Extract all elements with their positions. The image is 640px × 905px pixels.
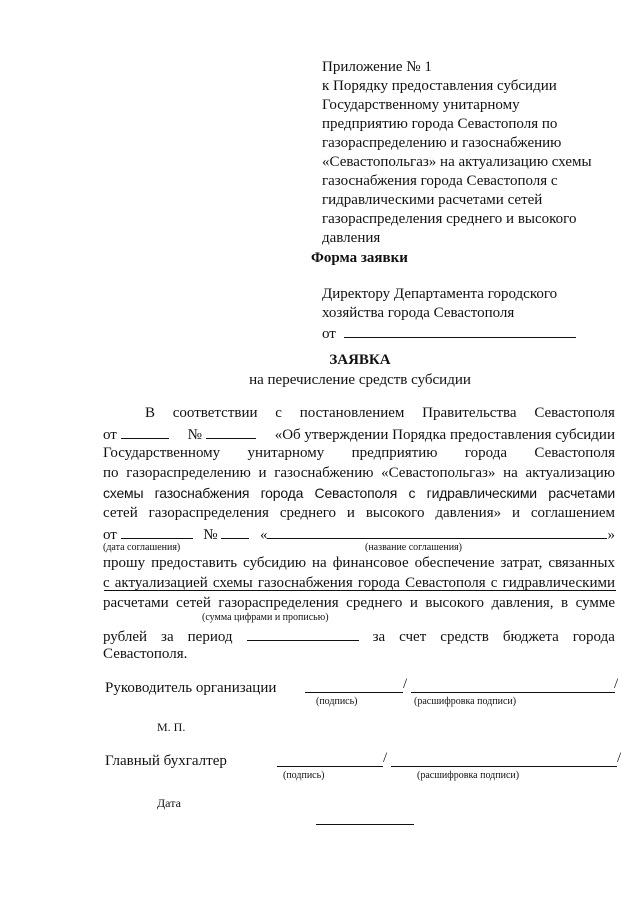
document-title: ЗАЯВКА [329, 352, 391, 368]
caption-agreement-name: (название соглашения) [365, 542, 462, 553]
body-word: рублей [103, 629, 148, 645]
body-word: средств [440, 629, 489, 645]
number-sign: № [203, 527, 218, 543]
document-subtitle: на перечисление средств субсидии [249, 372, 471, 388]
appendix-line: газоснабжения города Севастополя с [322, 173, 558, 189]
body-line-4: по газораспределению и газоснабжению «Севастопольгаз» на актуализацию [103, 465, 615, 481]
body-word: В [145, 405, 156, 421]
body-line-2 [103, 424, 615, 445]
appendix-line: Приложение № 1 [322, 59, 432, 75]
caption-sum: (сумма цифрами и прописью) [202, 612, 329, 623]
caption-signature: (подпись) [283, 770, 325, 781]
agreement-date-field[interactable] [121, 524, 193, 539]
body-word: счет [399, 629, 427, 645]
appendix-block [322, 58, 622, 248]
caption-decoding: (расшифровка подписи) [417, 770, 520, 781]
slash: / [403, 676, 408, 692]
appendix-line: газораспределения среднего и высокого [322, 211, 577, 227]
appendix-line: газораспределению и газоснабжению [322, 135, 562, 151]
from-label: от [103, 427, 117, 443]
head-decoding-field[interactable] [411, 692, 615, 693]
body-word: унитарному [247, 445, 325, 461]
addressee-from [322, 323, 622, 344]
body-word: постановлением [299, 405, 405, 421]
from-blank-field[interactable] [344, 323, 576, 338]
caption-agreement-date: (дата соглашения) [103, 542, 181, 553]
body-word: период [187, 629, 233, 645]
body-word: с [275, 405, 282, 421]
body-line-6: сетей газораспределения среднего и высокого давления» и соглашением [103, 505, 615, 521]
agreement-number-field[interactable] [221, 524, 249, 539]
body-line-10: расчетами сетей газораспределения среднего и высокого давления, в сумме [103, 595, 615, 611]
application-body [103, 404, 615, 664]
caption-decoding: (расшифровка подписи) [414, 696, 517, 707]
appendix-line: к Порядку предоставления субсидии [322, 78, 557, 94]
from-label: от [103, 527, 117, 543]
stamp-place: М. П. [157, 720, 186, 734]
accountant-label: Главный бухгалтер [105, 753, 227, 769]
date-label: Дата [157, 796, 181, 810]
number-sign: № [187, 427, 202, 443]
body-line-8: прошу предоставить субсидию на финансовое обеспечение затрат, связанных [103, 555, 615, 571]
addressee-line-2: хозяйства города Севастополя [322, 305, 515, 321]
period-field[interactable] [247, 626, 359, 641]
caption-signature: (подпись) [316, 696, 358, 707]
head-label: Руководитель организации [105, 680, 277, 696]
accountant-decoding-field[interactable] [391, 766, 617, 767]
sum-field[interactable] [104, 590, 616, 591]
decree-date-field[interactable] [121, 424, 169, 439]
addressee-line-1: Директору Департамента городского [322, 286, 558, 302]
body-word: города [572, 629, 615, 645]
slash: / [614, 676, 619, 692]
addressee-block [322, 285, 622, 344]
appendix-line: предприятию города Севастополя по [322, 116, 558, 132]
slash: / [383, 750, 388, 766]
appendix-line: Государственному унитарному [322, 97, 520, 113]
body-word: Севастополя [534, 445, 615, 461]
body-line-9: с актуализацией схемы газоснабжения города Севастополя с гидравлическими [103, 575, 615, 591]
slash: / [617, 750, 622, 766]
decree-number-field[interactable] [206, 424, 256, 439]
from-label: от [322, 326, 336, 342]
body-word: Севастополя [534, 405, 615, 421]
body-line-11 [103, 626, 615, 647]
agreement-name-field[interactable] [267, 524, 607, 539]
body-word: бюджета [502, 629, 559, 645]
body-word: за [161, 629, 174, 645]
body-word: соответствии [172, 405, 258, 421]
accountant-signature-field[interactable] [277, 766, 383, 767]
head-signature-field[interactable] [305, 692, 403, 693]
date-field[interactable] [316, 824, 414, 825]
body-word: за [372, 629, 386, 645]
body-word: города [464, 445, 507, 461]
open-quote: « [259, 527, 268, 543]
body-word: предприятию [351, 445, 438, 461]
appendix-line: давления [322, 230, 381, 246]
body-line-3 [103, 444, 615, 463]
appendix-line: «Севастопольгаз» на актуализацию схемы [322, 154, 592, 170]
close-quote: » [607, 527, 615, 543]
appendix-line: гидравлическими расчетами сетей [322, 192, 543, 208]
body-word: Государственному [103, 445, 221, 461]
body-line-5: схемы газоснабжения города Севастополя с гидравлическими расчетами [103, 485, 615, 501]
body-line-12: Севастополя. [103, 646, 188, 662]
body-line-1 [103, 404, 615, 423]
body-word: Правительства [422, 405, 517, 421]
body-text: «Об утверждении Порядка предоставления субсидии [274, 427, 615, 443]
form-title: Форма заявки [311, 250, 408, 266]
